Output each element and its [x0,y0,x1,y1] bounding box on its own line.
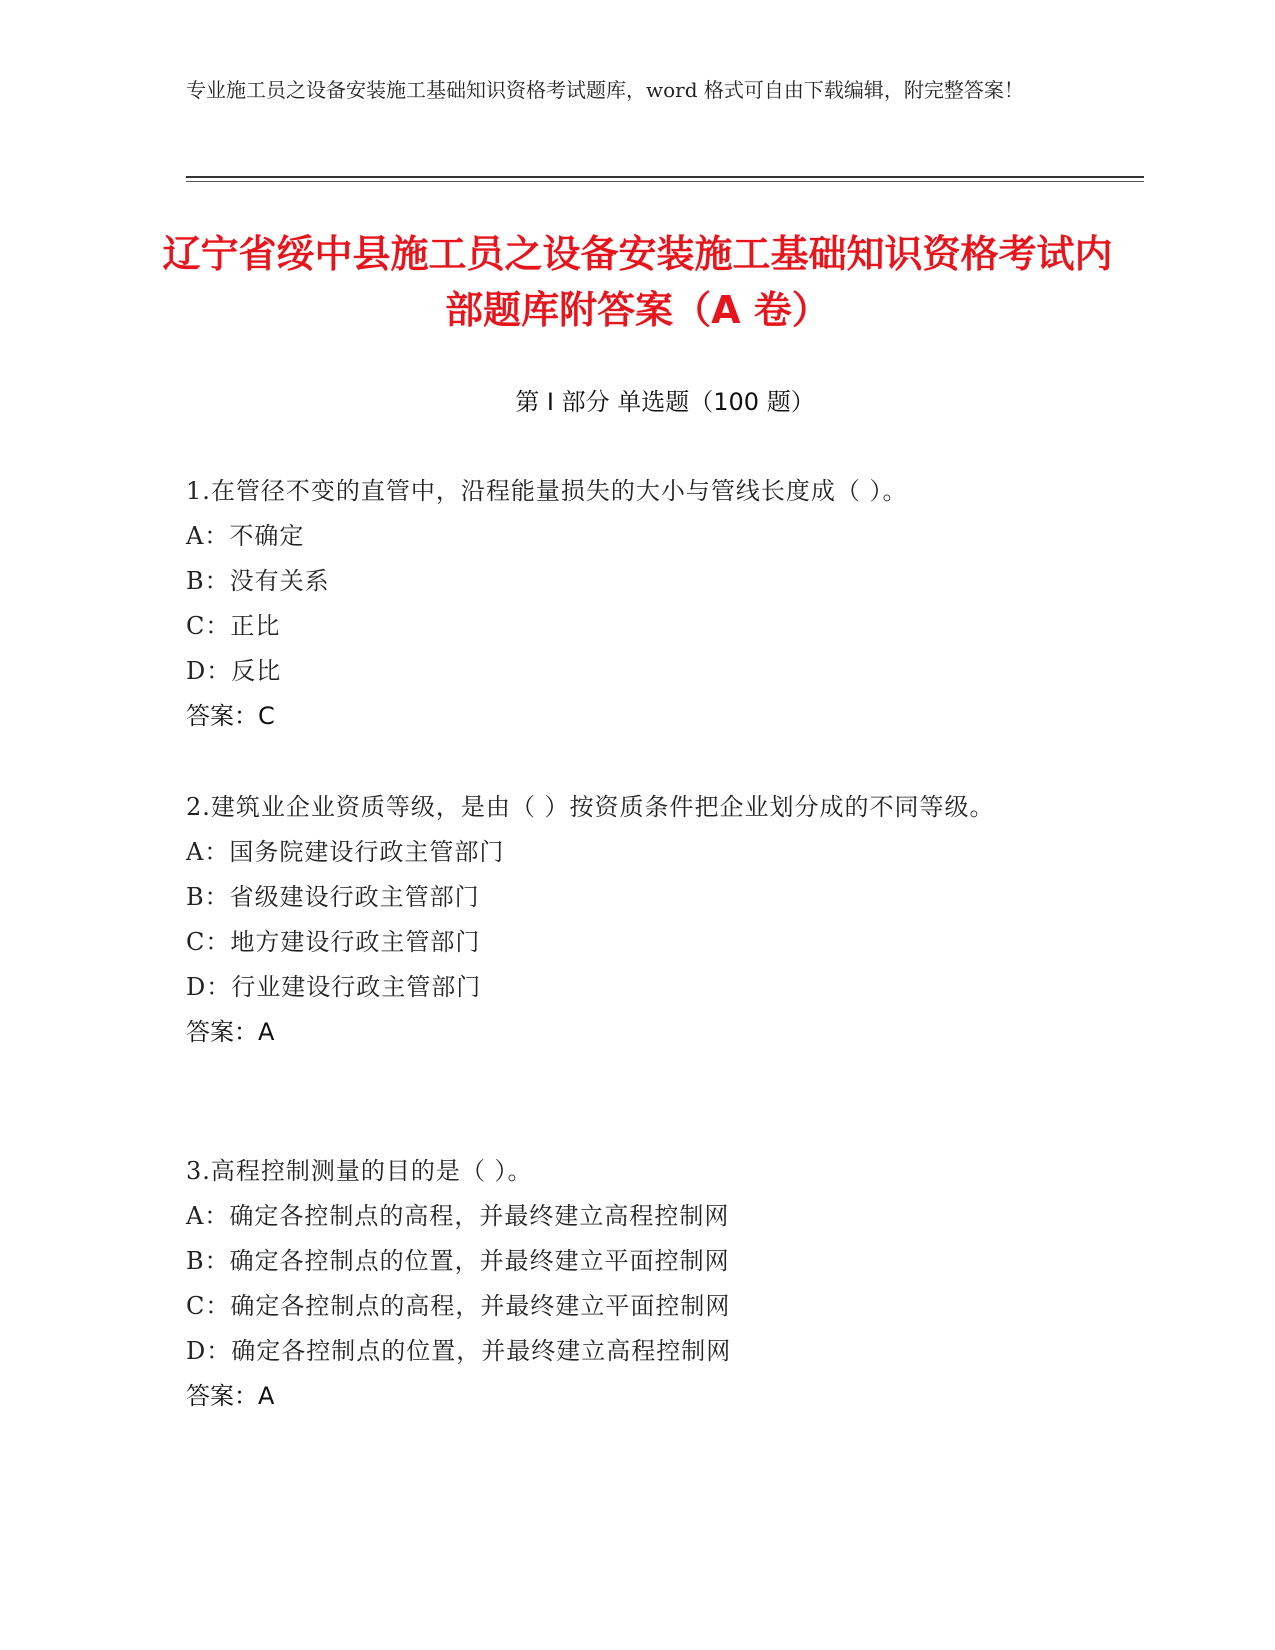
option-b: B：省级建设行政主管部门 [186,883,480,911]
option-b: B：确定各控制点的位置，并最终建立平面控制网 [186,1247,730,1275]
answer: 答案：A [186,1382,275,1410]
option-a: A：国务院建设行政主管部门 [186,838,505,866]
question-stem: 3.高程控制测量的目的是（ ）。 [186,1157,533,1185]
question-stem: 1.在管径不变的直管中，沿程能量损失的大小与管线长度成（ ）。 [186,477,908,505]
document-title: 辽宁省绥中县施工员之设备安装施工基础知识资格考试内部题库附答案（A 卷） [162,232,1113,332]
question-3 [186,1148,1086,1419]
question-1 [186,468,1086,739]
answer: 答案：C [186,702,275,730]
answer: 答案：A [186,1018,275,1046]
question-stem: 2.建筑业企业资质等级，是由（ ）按资质条件把企业划分成的不同等级。 [186,793,995,821]
option-d: D：行业建设行政主管部门 [186,973,482,1001]
option-a: A：不确定 [186,522,305,550]
section-title: 第 I 部分 单选题（100 题） [515,388,815,416]
option-c: C：确定各控制点的高程，并最终建立平面控制网 [186,1292,731,1320]
option-a: A：确定各控制点的高程，并最终建立高程控制网 [186,1202,730,1230]
header-divider-thin [186,181,1144,182]
header-divider-thick [186,176,1144,178]
option-d: D：确定各控制点的位置，并最终建立高程控制网 [186,1337,732,1365]
option-b: B：没有关系 [186,567,330,595]
option-d: D：反比 [186,657,282,685]
option-c: C：地方建设行政主管部门 [186,928,481,956]
option-c: C：正比 [186,612,281,640]
header-note: 专业施工员之设备安装施工基础知识资格考试题库，word 格式可自由下载编辑，附完整答案！ [186,78,1024,102]
question-2 [186,784,1086,1055]
